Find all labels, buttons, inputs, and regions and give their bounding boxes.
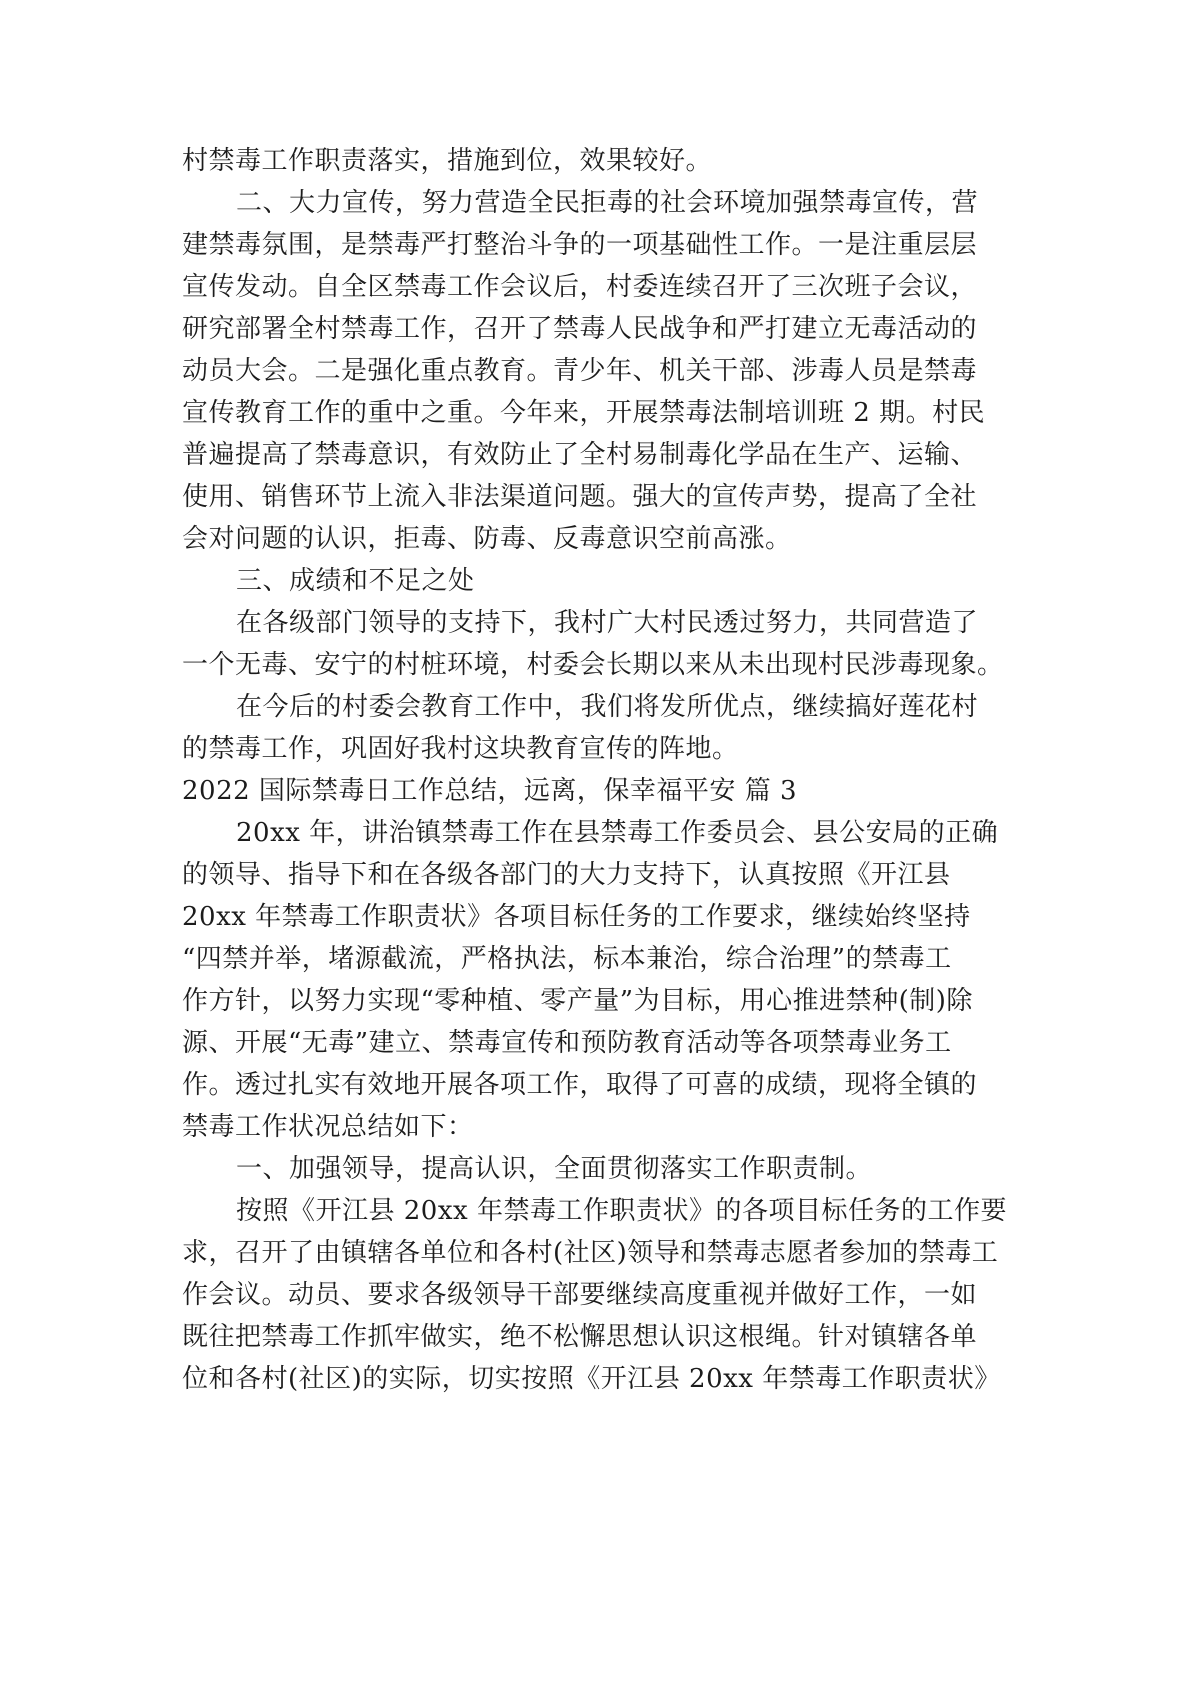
paragraph-start-line: 在今后的村委会教育工作中，我们将发所优点，继续搞好莲花村 (236, 692, 979, 722)
text-line: 作方针，以努力实现“零种植、零产量”为目标，用心推进禁种(制)除 (182, 986, 973, 1016)
text-line: 作会议。动员、要求各级领导干部要继续高度重视并做好工作，一如 (182, 1280, 978, 1310)
paragraph-start-line: 在各级部门领导的支持下，我村广大村民透过努力，共同营造了 (236, 608, 979, 638)
text-line: 作。透过扎实有效地开展各项工作，取得了可喜的成绩，现将全镇的 (182, 1070, 978, 1100)
paragraph-start-line: 20xx 年，讲治镇禁毒工作在县禁毒工作委员会、县公安局的正确 (236, 818, 999, 848)
text-line: 宣传发动。自全区禁毒工作会议后，村委连续召开了三次班子会议， (182, 272, 978, 302)
text-line: 建禁毒氛围，是禁毒严打整治斗争的一项基础性工作。一是注重层层 (182, 230, 978, 260)
section-heading-line: 三、成绩和不足之处 (236, 566, 475, 596)
text-line: 禁毒工作状况总结如下： (182, 1112, 474, 1142)
document-page (182, 140, 1022, 1400)
paragraph-start-line: 按照《开江县 20xx 年禁毒工作职责状》的各项目标任务的工作要 (236, 1196, 1007, 1226)
text-line: 既往把禁毒工作抓牢做实，绝不松懈思想认识这根绳。针对镇辖各单 (182, 1322, 978, 1352)
text-line: 位和各村(社区)的实际，切实按照《开江县 20xx 年禁毒工作职责状》 (182, 1364, 1001, 1394)
text-line: 会对问题的认识，拒毒、防毒、反毒意识空前高涨。 (182, 524, 792, 554)
text-line: 的禁毒工作，巩固好我村这块教育宣传的阵地。 (182, 734, 739, 764)
text-line: 使用、销售环节上流入非法渠道问题。强大的宣传声势，提高了全社 (182, 482, 978, 512)
text-line: 研究部署全村禁毒工作，召开了禁毒人民战争和严打建立无毒活动的 (182, 314, 978, 344)
text-line: 普遍提高了禁毒意识，有效防止了全村易制毒化学品在生产、运输、 (182, 440, 978, 470)
text-line: 源、开展“无毒”建立、禁毒宣传和预防教育活动等各项禁毒业务工 (182, 1028, 952, 1058)
text-line: 动员大会。二是强化重点教育。青少年、机关干部、涉毒人员是禁毒 (182, 356, 978, 386)
article-title-line: 2022 国际禁毒日工作总结，远离，保幸福平安 篇 3 (182, 776, 798, 806)
text-line: 一个无毒、安宁的村桩环境，村委会长期以来从未出现村民涉毒现象。 (182, 650, 1004, 680)
paragraph-start-line: 二、大力宣传，努力营造全民拒毒的社会环境加强禁毒宣传，营 (236, 188, 979, 218)
text-line: 宣传教育工作的重中之重。今年来，开展禁毒法制培训班 2 期。村民 (182, 398, 986, 428)
section-heading-line: 一、加强领导，提高认识，全面贯彻落实工作职责制。 (236, 1154, 873, 1184)
text-line: 村禁毒工作职责落实，措施到位，效果较好。 (182, 146, 713, 176)
text-line: 的领导、指导下和在各级各部门的大力支持下，认真按照《开江县 (182, 860, 951, 890)
text-line: 20xx 年禁毒工作职责状》各项目标任务的工作要求，继续始终坚持 (182, 902, 971, 932)
text-line: 求，召开了由镇辖各单位和各村(社区)领导和禁毒志愿者参加的禁毒工 (182, 1238, 999, 1268)
text-line: “四禁并举，堵源截流，严格执法，标本兼治，综合治理”的禁毒工 (182, 944, 952, 974)
